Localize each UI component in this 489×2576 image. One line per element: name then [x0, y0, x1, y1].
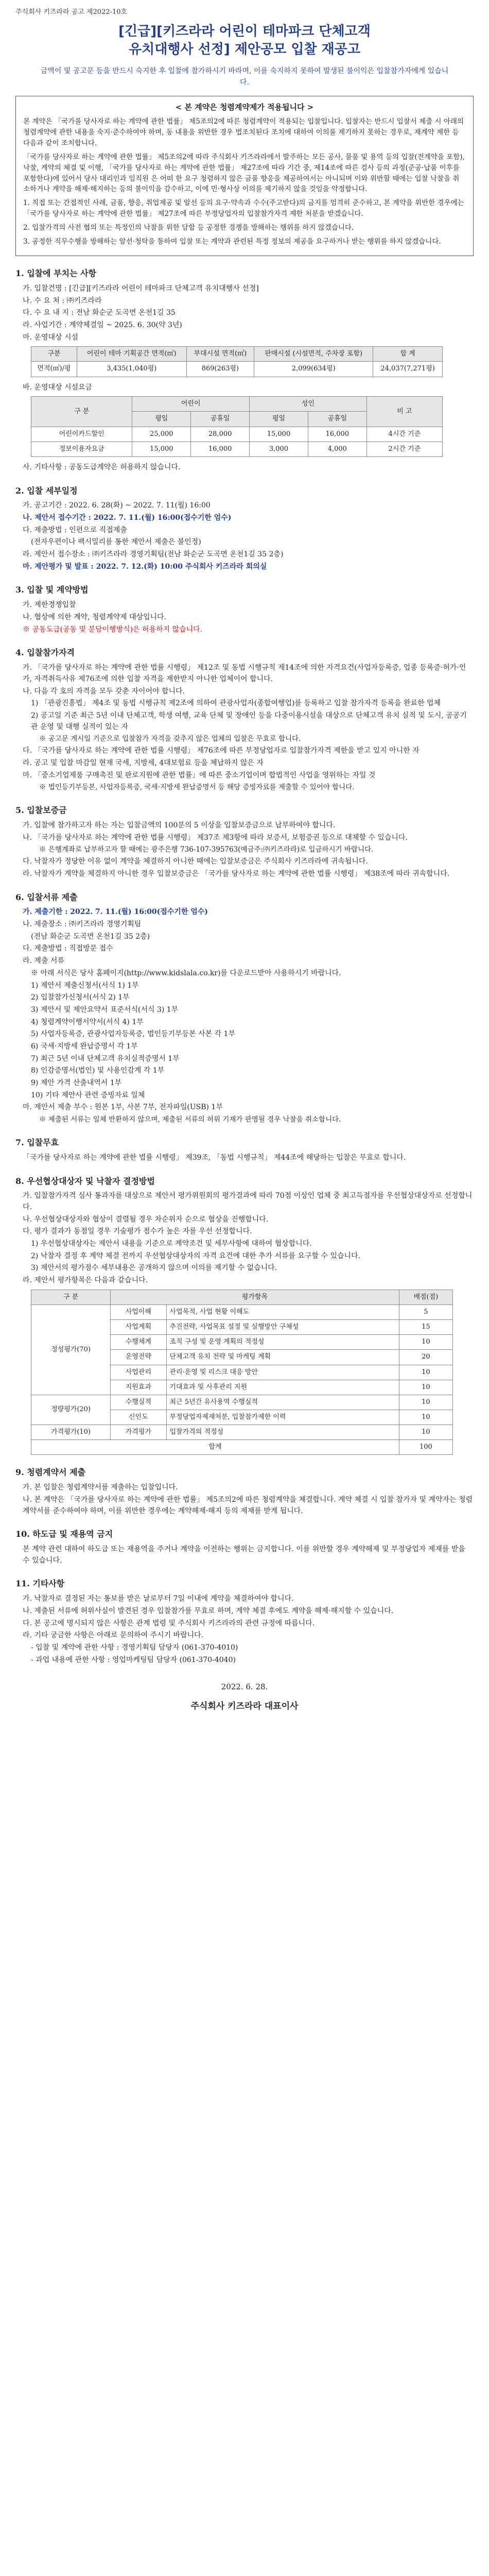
s9-item: 가. 본 입찰은 청렴계약서를 제출하는 입찰입니다.	[23, 1483, 178, 1492]
issuer-name: 주식회사 키즈라라 대표이사	[190, 1701, 299, 1711]
table-cell: 16,000	[308, 427, 366, 442]
s2-item-presentation: 마. 제안평가 및 발표 : 2022. 7. 12.(화) 10:00 주식회사 키즈라라 회의실	[23, 562, 267, 571]
table-cell: 정량평가(20)	[31, 1395, 111, 1425]
s2-item: 가. 공고기간 : 2022. 6. 28(화) ~ 2022. 7. 11(월) 16:00	[23, 501, 211, 510]
table-cell: 10	[399, 1335, 452, 1350]
table-header: 배점(점)	[399, 1290, 452, 1304]
s6-item: 라. 제출 서류	[23, 957, 64, 965]
s2-item: 라. 제안서 접수장소 : ㈜키즈라라 경영기획팀(전남 화순군 도곡면 온천1길 35 2층)	[23, 550, 284, 559]
s1-item: 나. 수 요 처 : ㈜키즈라라	[23, 296, 102, 305]
table-cell: 사업계획	[111, 1320, 166, 1335]
s4-item: ※ 법인등기부등본, 사업자등록증, 국세·지방세 완납증명서 등 해당 증빙자료를 제출할 수 있어야 합니다.	[39, 783, 355, 792]
table-cell: 지원효과	[111, 1380, 166, 1395]
s3-item-note: ※ 공동도급(공동 및 분담이행방식)은 허용하지 않습니다.	[23, 625, 203, 634]
table-header: 어린이	[132, 397, 250, 412]
s4-item: 마. 「중소기업제품 구매촉진 및 판로지원에 관한 법률」에 따른 중소기업이며 합법적인 사업을 영위하는 자일 것	[23, 771, 376, 779]
fee-table	[31, 396, 443, 457]
s11-item: 가. 낙찰자로 결정된 자는 통보를 받은 날로부터 7일 이내에 계약을 체결하여야 합니다.	[23, 1595, 294, 1603]
table-subheader: 공휴일	[191, 412, 250, 427]
s4-item: 가. 「국가를 당사자로 하는 계약에 관한 법률 시행령」 제12조 및 동법 시행규칙 제14조에 의한 자격요건(사업자등록증, 업종 등록증·허가·인가, 자격취득사유 제76조에 의한 입찰 자격을 제한받지 아니한 업체이어 합니다.	[23, 664, 466, 683]
section-4-head: 4. 입찰참가자격	[15, 648, 75, 658]
table-cell: 기대효과 및 사후관리 지원	[166, 1380, 399, 1395]
table-cell: 16,000	[191, 442, 250, 456]
table-row	[31, 362, 443, 377]
facility-area-table	[31, 346, 443, 377]
notice-page	[15, 0, 474, 1734]
s5-item: 가. 입찰에 참가하고자 하는 자는 입찰금액의 100분의 5 이상을 입찰보증금으로 납부하여야 합니다.	[23, 821, 336, 829]
table-cell: 2시간 기준	[366, 442, 442, 456]
s8-item: 다. 평가 결과가 동점일 경우 기술평가 점수가 높은 자를 우선 선정합니다.	[23, 1227, 252, 1236]
table-header: 부대시설 면적(㎡)	[186, 347, 254, 362]
table-cell: 3,000	[250, 442, 308, 456]
table-subheader: 평일	[250, 412, 308, 427]
table-cell: 입찰가격의 적정성	[166, 1425, 399, 1440]
table-cell: 신인도	[111, 1410, 166, 1425]
s6-item: (전남 화순군 도곡면 온천1길 35 2층)	[31, 932, 150, 941]
title-line-2: 유치대행사 선정] 제안공모 입찰 재공고	[129, 42, 360, 58]
table-cell: 가격평가	[111, 1425, 166, 1440]
s8-item: 1) 우선협상대상자는 제안서 내용을 기준으로 계약조건 및 세부사항에 대하여 협상합니다.	[31, 1240, 312, 1248]
section-6-head: 6. 입찰서류 제출	[15, 892, 78, 902]
table-cell: 정보이용자요금	[31, 442, 132, 456]
table-cell: 운영전략	[111, 1350, 166, 1365]
table-cell: 28,000	[191, 427, 250, 442]
notice-date: 2022. 6. 28.	[221, 1682, 268, 1692]
integrity-box-head: < 본 계약은 청렴계약제가 적용됩니다 >	[175, 102, 314, 112]
s9-item: 나. 본 계약은 「국가를 당사자로 하는 계약에 관한 법률」 제5조의2에 따른 청렴계약을 체결합니다. 계약 체결 시 입찰 참가자 및 계약자는 청렴계약서를 준수하여야 하며, 이를 위반한 경우에는 계약해제·해지 등의 제재를 받게 됩니다.	[23, 1495, 473, 1515]
table-row	[31, 1440, 453, 1455]
s6-item: 마. 제안서 제출 부수 : 원본 1부, 사본 7부, 전자파일(USB) 1부	[23, 1103, 223, 1112]
s5-item: ※ 은행계좌로 납부하고자 할 때에는 광주은행 736-107-395763(예금주:㈜키즈라라)로 입금하시기 바랍니다.	[39, 845, 374, 854]
table-header: 구분	[31, 347, 77, 362]
section-2-head: 2. 입찰 세부일정	[15, 485, 78, 496]
s2-item: (전자우편이나 팩시밀리를 통한 제안서 제출은 불인정)	[31, 538, 201, 547]
s11-item: - 입찰 및 계약에 관한 사항 : 경영기획팀 담당자 (061-370-4010)	[31, 1643, 238, 1652]
table-header: 판매시설 (시설면적, 주차장 포함)	[254, 347, 373, 362]
table-cell: 어린이카드할인	[31, 427, 132, 442]
s1-item: 가. 입찰건명 : [긴급][키즈라라 어린이 테마파크 단체고객 유치대행사 선정]	[23, 284, 259, 293]
s4-item: 나. 다음 각 호의 자격을 모두 갖춘 자이어야 합니다.	[23, 687, 185, 696]
s4-item: ※ 공고문 게시일 기준으로 입찰참가 자격을 갖추지 않은 업체의 입찰은 무효로 합니다.	[39, 735, 301, 743]
section-5-head: 5. 입찰보증금	[15, 805, 67, 816]
integrity-p5: 3. 공정한 직무수행을 방해하는 알선·청탁을 통하여 입찰 또는 계약과 관련된 특정 정보의 제공을 요구하거나 받는 행위를 하지 않겠습니다.	[23, 238, 441, 246]
title-line-1: [긴급][키즈라라 어린이 테마파크 단체고객	[118, 24, 371, 40]
s6-item-deadline: 가. 제출기한 : 2022. 7. 11.(월) 16:00(접수기한 엄수)	[23, 908, 208, 917]
s4-item: 1) 「관광진흥법」 제4조 및 동법 시행규칙 제2조에 의하여 관광사업자(종합여행업)를 등록하고 입찰 참가자격 등록을 완료한 업체	[31, 699, 441, 708]
s1-misc: 사. 기타사항 : 공동도급계약은 허용하지 않습니다.	[23, 463, 181, 471]
table-row	[31, 427, 443, 442]
s2-item-deadline: 나. 제안서 접수기간 : 2022. 7. 11.(월) 16:00(접수기한 엄수)	[23, 514, 232, 522]
s1-item: 마. 운영대상 시설	[23, 333, 79, 342]
s4-item: 다. 「국가를 당사자로 하는 계약에 관한 법률 시행령」 제76조에 따른 부정당업자로 입찰참가자격 제한을 받고 있지 아니한 자	[23, 747, 420, 755]
s6-item: 다. 제출방법 : 직접방문 접수	[23, 944, 113, 953]
table-cell: 관리·운영 및 리스크 대응 방안	[166, 1365, 399, 1380]
section-3-head: 3. 입찰 및 계약방법	[15, 585, 89, 595]
s6-item: 9) 제안 가격 산출내역서 1부	[31, 1079, 122, 1088]
s6-item: 3) 제안서 및 제안요약서 표준서식(서식 3) 1부	[31, 1005, 179, 1014]
table-cell: 사업목적, 사업 현황 이해도	[166, 1304, 399, 1319]
table-cell: 10	[399, 1380, 452, 1395]
table-cell: 3,435(1,040평)	[77, 362, 187, 377]
s6-item: 8) 인감증명서(법인) 및 사용인감계 각 1부	[31, 1066, 165, 1075]
s11-item: 라. 기타 궁금한 사항은 아래로 문의하여 주시기 바랍니다.	[23, 1631, 204, 1640]
table-cell: 5	[399, 1304, 452, 1319]
s1-item: 다. 수 요 내 지 : 전남 화순군 도곡면 온천1길 35	[23, 309, 176, 317]
section-1-head: 1. 입찰에 부치는 사항	[15, 268, 97, 279]
table-cell: 수행실적	[111, 1395, 166, 1410]
s6-item: ※ 제출된 서류는 일체 반환하지 않으며, 제출된 서류의 허위 기재가 판명될 경우 낙찰을 취소합니다.	[39, 1115, 341, 1124]
s4-item: 라. 공고 및 입찰 마감일 현재 국세, 지방세, 4대보험료 등을 체납하지 않은 자	[23, 758, 264, 767]
evaluation-table	[31, 1290, 453, 1455]
s2-item: 다. 제출방법 : 인편으로 직접제출	[23, 526, 127, 534]
s5-item: 다. 낙찰자가 정당한 이유 없이 계약을 체결하지 아니한 때에는 입찰보증금은 주식회사 키즈라라에 귀속됩니다.	[23, 857, 368, 866]
table-cell: 추진전략, 사업목표 설정 및 실행방안 구체성	[166, 1320, 399, 1335]
table-cell: 100	[399, 1440, 452, 1455]
table-header: 구 분	[31, 1290, 111, 1304]
table-cell: 10	[399, 1365, 452, 1380]
s6-item: 10) 기타 제안사 관련 증빙자료 일체	[31, 1091, 145, 1099]
s6-item: 5) 사업자등록증, 관광사업자등록증, 법인등기부등본 사본 각 1부	[31, 1030, 235, 1039]
table-cell: 사업이해	[111, 1304, 166, 1319]
table-cell: 4,000	[308, 442, 366, 456]
section-10-head: 10. 하도급 및 재용역 금지	[15, 1529, 113, 1539]
s6-item: ※ 아래 서식은 당사 홈페이지(http://www.kidslala.co.kr)를 다운로드받아 사용하시기 바랍니다.	[31, 969, 341, 977]
section-9-head: 9. 청렴계약서 제출	[15, 1467, 86, 1478]
table-header: 합 계	[373, 347, 443, 362]
s3-item: 가. 제한경쟁입찰	[23, 601, 76, 609]
table-cell: 10	[399, 1395, 452, 1410]
integrity-p1: 본 계약은 「국가를 당사자로 하는 계약에 관한 법률」 제5조의2에 따른 청렴계약이 적용되는 입찰입니다. 입찰자는 반드시 입찰서 제출 시 아래의 청렴계약에 관한 내용을 숙지·준수하여야 하며, 동 내용을 위반한 경우 법조치된다 조치에 대하여 이의를 제기하지 못하는 경우로, 재계약 제한 등 다음과 같이 조치합니다.	[23, 117, 464, 147]
s3-item: 나. 협상에 의한 계약, 청렴계약제 대상입니다.	[23, 613, 167, 621]
table-cell: 15,000	[250, 427, 308, 442]
table-header: 성인	[250, 397, 367, 412]
notice-number: 주식회사 키즈라라 공고 제2022-10호	[15, 8, 128, 16]
s11-item: 나. 제출된 서류에 허위사실이 발견된 경우 입찰참가를 무효로 하며, 계약 체결 후에도 계약을 해제·해지할 수 있습니다.	[23, 1606, 394, 1615]
table-cell: 10	[399, 1410, 452, 1425]
s10-item: 본 계약 관련 대하여 하도급 또는 재용역을 주거나 계약을 이전하는 행위는 금지합니다. 이를 위반할 경우 계약해제 및 부정당업자 제재를 받을 수 있습니다.	[23, 1545, 465, 1565]
table-cell: 10	[399, 1425, 452, 1440]
table-row	[31, 1425, 453, 1440]
table-cell: 면적(㎡)/평	[31, 362, 77, 377]
table-cell: 20	[399, 1350, 452, 1365]
table-header: 구 분	[31, 397, 132, 427]
s1-fee-label: 바. 운영대상 시설요금	[23, 383, 93, 392]
table-cell: 합계	[31, 1440, 399, 1455]
s8-item: 3) 제안서의 평가점수 세부내용은 공개하지 않으며 이의를 제기할 수 없습니다.	[31, 1264, 277, 1273]
s5-item: 라. 낙찰자가 계약을 체결하지 아니한 경우 입찰보증금은 「국가를 당사자로 하는 계약에 관한 법률 시행령」 제38조에 따라 귀속합니다.	[23, 869, 450, 878]
table-cell: 2,099(634평)	[254, 362, 373, 377]
table-cell: 24,037(7,271평)	[373, 362, 443, 377]
table-subheader: 공휴일	[308, 412, 366, 427]
s7-item: 「국가를 당사자로 하는 계약에 관한 법률 시행령」 제39조, 「동법 시행규칙」 제44조에 해당하는 입찰은 무효로 합니다.	[23, 1153, 406, 1162]
s5-item: 나. 「국가를 당사자로 하는 계약에 관한 법률 시행령」 제37조 제3항에 따라 보증서, 보험증권 등으로 대체할 수 있습니다.	[23, 833, 408, 842]
integrity-p4: 2. 입찰가격의 사전 협의 또는 특정인의 낙찰을 위한 담합 등 공정한 경쟁을 방해하는 행위를 하지 않겠습니다.	[23, 224, 354, 232]
table-cell: 사업관리	[111, 1365, 166, 1380]
table-cell: 정성평가(70)	[31, 1304, 111, 1395]
s1-item: 라. 사업기간 : 계약체결일 ~ 2025. 6. 30(약 3년)	[23, 320, 182, 329]
s11-item: 다. 본 공고에 명시되지 않은 사항은 관계 법령 및 주식회사 키즈라라의 관련 규정에 따릅니다.	[23, 1619, 315, 1628]
table-header: 비 고	[366, 397, 442, 427]
integrity-p3: 1. 직접 또는 간접적인 사례, 금품, 향응, 취업제공 및 알선 등의 요구·약속과 수수(주고받다)의 금지를 엄격히 준수하고, 본 계약을 위반한 경우에는 「국가를 당사자로 하는 계약에 관한 법률」 제27조에 따른 부정당업자의 입찰참가자격 제한 처분을 받겠습니다.	[23, 199, 464, 218]
s8-item: 라. 제안서 평가항목은 다음과 같습니다.	[23, 1276, 148, 1285]
integrity-p2: 「국가를 당사자로 하는 계약에 관한 법률」 제5조의2에 따라 주식회사 키즈라라에서 발주하는 모든 공사, 물품 및 용역 등의 입찰(전계약을 포함), 낙찰, 계약의 체결 및 이행, 「국가를 당사자로 하는 계약에 관한 법률」 제27조에 따라 기간 중, 제14조에 따른 검사 등의 과정(준공·납품 이후를 포함한다)에 있어서 당사 대리인과 임직원 은 어떠 한 요구 청렴하지 않은 금품 향응을 제공하여서는 아니되며 이와 위반할 때에는 입찰 낙찰을 취소하거나 계약을 해제·해지하는 등의 불이익을 감수하고, 이에 민·형사상 이의를 제기하지 않을 것임을 약정합니다.	[23, 152, 465, 194]
table-row	[31, 442, 443, 456]
table-cell: 부정당업자제재처분, 입찰참가제한 이력	[166, 1410, 399, 1425]
s8-item: 나. 우선협상대상자와 협상이 결렬될 경우 차순위자 순으로 협상을 진행합니다.	[23, 1215, 269, 1224]
page-title	[15, 23, 474, 59]
s6-item: 나. 제출장소 : ㈜키즈라라 경영기획팀	[23, 920, 142, 929]
section-7-head: 7. 입찰무효	[15, 1138, 59, 1148]
table-cell: 단체고객 유치 전략 및 마케팅 계획	[166, 1350, 399, 1365]
table-cell: 가격평가(10)	[31, 1425, 111, 1440]
integrity-box	[15, 96, 474, 256]
table-header: 어린이 테마 기획공간 면적(㎡)	[77, 347, 187, 362]
s6-item: 6) 국세·지방세 완납증명서 각 1부	[31, 1042, 138, 1050]
table-row	[31, 1395, 453, 1410]
table-subheader: 평일	[132, 412, 191, 427]
section-8-head: 8. 우선협상대상자 및 낙찰자 결정방법	[15, 1176, 155, 1186]
intro-text: 금액이 및 공고문 등을 반드시 숙지한 후 입찰에 참가하시기 바라며, 이를 숙지하지 못하여 발생된 불이익은 입찰참가자에게 있습니다.	[40, 67, 449, 87]
s4-item: 2) 공고일 기준 최근 5년 이내 단체고객, 학생 여행, 교육 단체 및 장애인 등을 다중이용시설을 대상으로 단체고객 유치 실적 및 도시, 공공기관 운영 및 대행 실적이 있는 자	[31, 711, 467, 731]
table-header: 평가항목	[111, 1290, 399, 1304]
s11-item: - 과업 내용에 관한 사항 : 영업마케팅팀 담당자 (061-370-4040)	[31, 1655, 236, 1664]
s6-item: 4) 청렴계약이행서약서(서식 4) 1부	[31, 1018, 144, 1026]
s6-item: 2) 입찰참가신청서(서식 2) 1부	[31, 993, 130, 1002]
section-11-head: 11. 기타사항	[15, 1579, 65, 1589]
table-row	[31, 1304, 453, 1319]
table-cell: 15	[399, 1320, 452, 1335]
table-cell: 수행체계	[111, 1335, 166, 1350]
s8-item: 가. 입찰참가자격 심사 통과자를 대상으로 제안서 평가위원회의 평가결과에 따라 70점 이상인 업체 중 최고득점자를 우선협상대상자로 선정합니다.	[23, 1192, 473, 1211]
table-cell: 15,000	[132, 442, 191, 456]
table-cell: 25,000	[132, 427, 191, 442]
table-cell: 최근 5년간 유사용역 수행실적	[166, 1395, 399, 1410]
table-cell: 4시간 기준	[366, 427, 442, 442]
s8-item: 2) 낙찰자 결정 후 계약 체결 전까지 우선협상대상자의 자격 요건에 대한 추가 서류를 요구할 수 있습니다.	[31, 1251, 361, 1260]
s6-item: 1) 제안서 제출신청서(서식 1) 1부	[31, 981, 139, 990]
table-cell: 조직 구성 및 운영 계획의 적정성	[166, 1335, 399, 1350]
table-cell: 869(263평)	[186, 362, 254, 377]
s6-item: 7) 최근 5년 이내 단체고객 유치실적증명서 1부	[31, 1054, 180, 1063]
